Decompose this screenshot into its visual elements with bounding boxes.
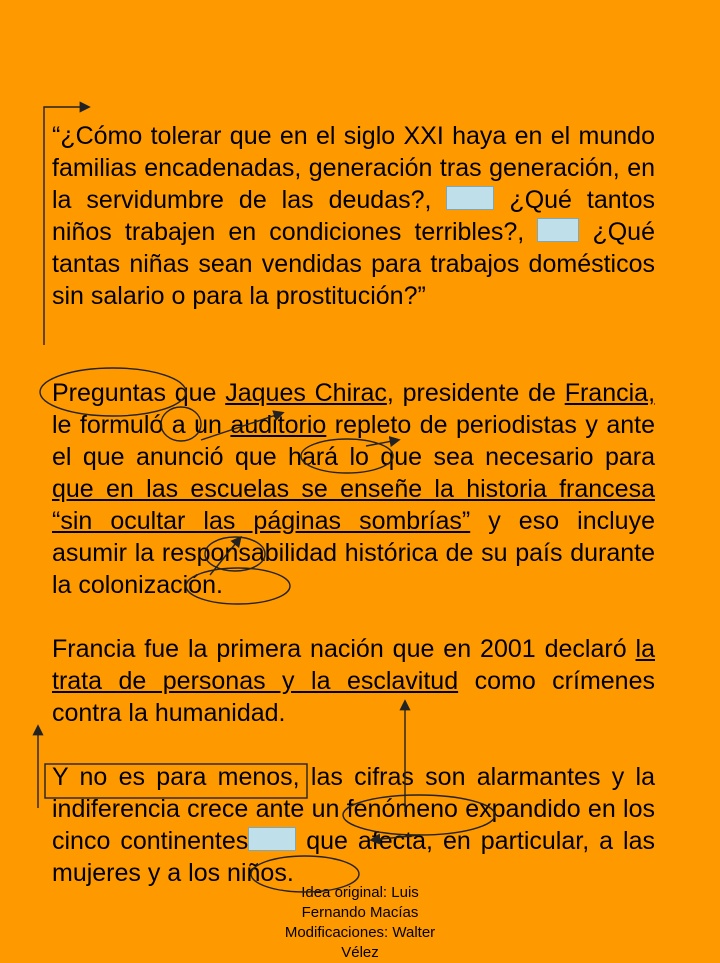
text-segment: que afecta, en particular, a las mujeres y a los niños. <box>52 827 655 887</box>
paragraph-quote <box>52 120 655 312</box>
text-segment: , presidente de <box>386 379 565 407</box>
underlined-auditorio: auditorio <box>230 411 327 439</box>
underlined-escuelas-phrase: que en las escuelas se enseñe la historia francesa “sin ocultar las páginas sombrías” <box>52 475 655 535</box>
text-segment: Y no es para menos, las cifras son alarmantes y la indiferencia crece ante un fenómeno expandido en los cinco continentes <box>52 763 655 855</box>
paragraph-cifras <box>52 761 655 889</box>
paragraph-chirac <box>52 377 655 601</box>
highlight-box <box>248 827 296 851</box>
text-segment: como crímenes contra la humanidad. <box>52 667 655 727</box>
credit-line: Idea original: Luis <box>301 884 419 901</box>
credit-note <box>250 883 470 963</box>
highlight-box <box>446 186 494 210</box>
underlined-trata-phrase: la trata de personas y la esclavitud <box>52 635 655 695</box>
underlined-francia: Francia, <box>564 379 656 407</box>
underlined-jaques-chirac: Jaques Chirac <box>225 379 387 407</box>
text-segment: Francia fue la primera nación que en 2001 declaró <box>52 635 636 663</box>
credit-line: Fernando Macías <box>301 904 419 921</box>
quote-sentence-3: ¿Qué tantas niñas sean vendidas para trabajos domésticos sin salario o para la prostitución?” <box>52 218 655 310</box>
word-preguntas: Preguntas <box>52 379 166 407</box>
quote-sentence-2: ¿Qué tantos niños trabajen en condiciones terribles?, <box>52 186 656 246</box>
text-segment: le formuló a un <box>52 411 231 439</box>
text-segment: que <box>165 379 226 407</box>
text-segment: repleto de periodistas y ante el que anunció que hará lo que sea necesario para <box>52 411 655 471</box>
text-segment: y eso incluye asumir la responsabilidad histórica de su país durante la colonización. <box>52 507 655 599</box>
quote-sentence-1: “¿Cómo tolerar que en el siglo XXI haya en el mundo familias encadenadas, generación tras generación, en la servidumbre de las deudas?, <box>52 122 655 214</box>
paragraph-francia-2001 <box>52 633 655 729</box>
credit-line: Vélez <box>341 944 379 961</box>
credit-line: Modificaciones: Walter <box>284 924 436 941</box>
highlight-box <box>537 218 579 242</box>
